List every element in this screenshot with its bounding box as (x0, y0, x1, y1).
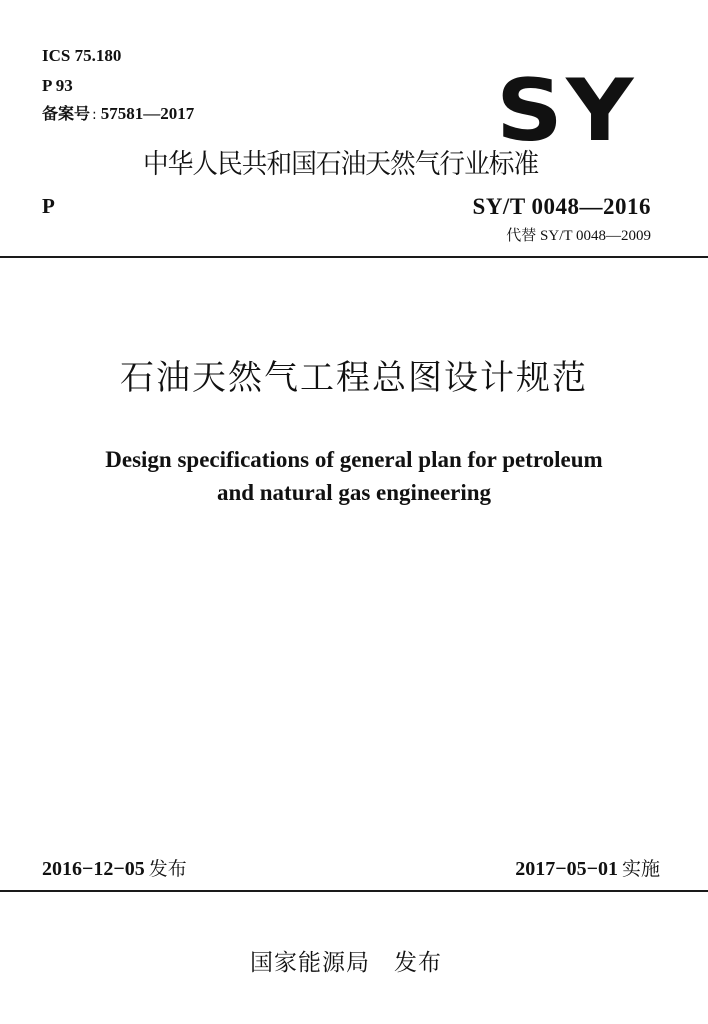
record-number-value: 57581—2017 (100, 104, 195, 123)
effective-date-label: 实施 (621, 858, 660, 880)
bottom-divider (0, 890, 708, 892)
classification-code: P 93 (42, 76, 73, 95)
industry-standard-title: 中华人民共和国石油天然气行业标准 (143, 149, 539, 180)
issue-date-value: 2016−12−05 (42, 858, 145, 880)
sy-logo: SY (496, 61, 637, 161)
category-letter: P (42, 194, 55, 218)
top-divider (0, 256, 708, 258)
document-title-english-line1: Design specifications of general plan for petroleum (105, 447, 603, 472)
record-colon: : (92, 107, 97, 123)
issue-date (42, 856, 187, 882)
effective-date (515, 856, 660, 882)
publisher (250, 947, 442, 979)
publisher-name: 国家能源局 (250, 950, 370, 976)
issue-date-label: 发布 (148, 858, 187, 880)
record-number (42, 104, 194, 125)
document-title-chinese: 石油天然气工程总图设计规范 (120, 358, 588, 398)
record-label: 备案号 (42, 104, 91, 123)
ics-code: ICS 75.180 (42, 46, 122, 65)
effective-date-value: 2017−05−01 (515, 858, 618, 880)
replaces-standard: 代替 SY/T 0048—2009 (506, 228, 651, 244)
document-title-english-line2: and natural gas engineering (216, 480, 492, 505)
standard-number: SY/T 0048—2016 (472, 194, 651, 219)
publisher-action: 发布 (394, 950, 442, 976)
